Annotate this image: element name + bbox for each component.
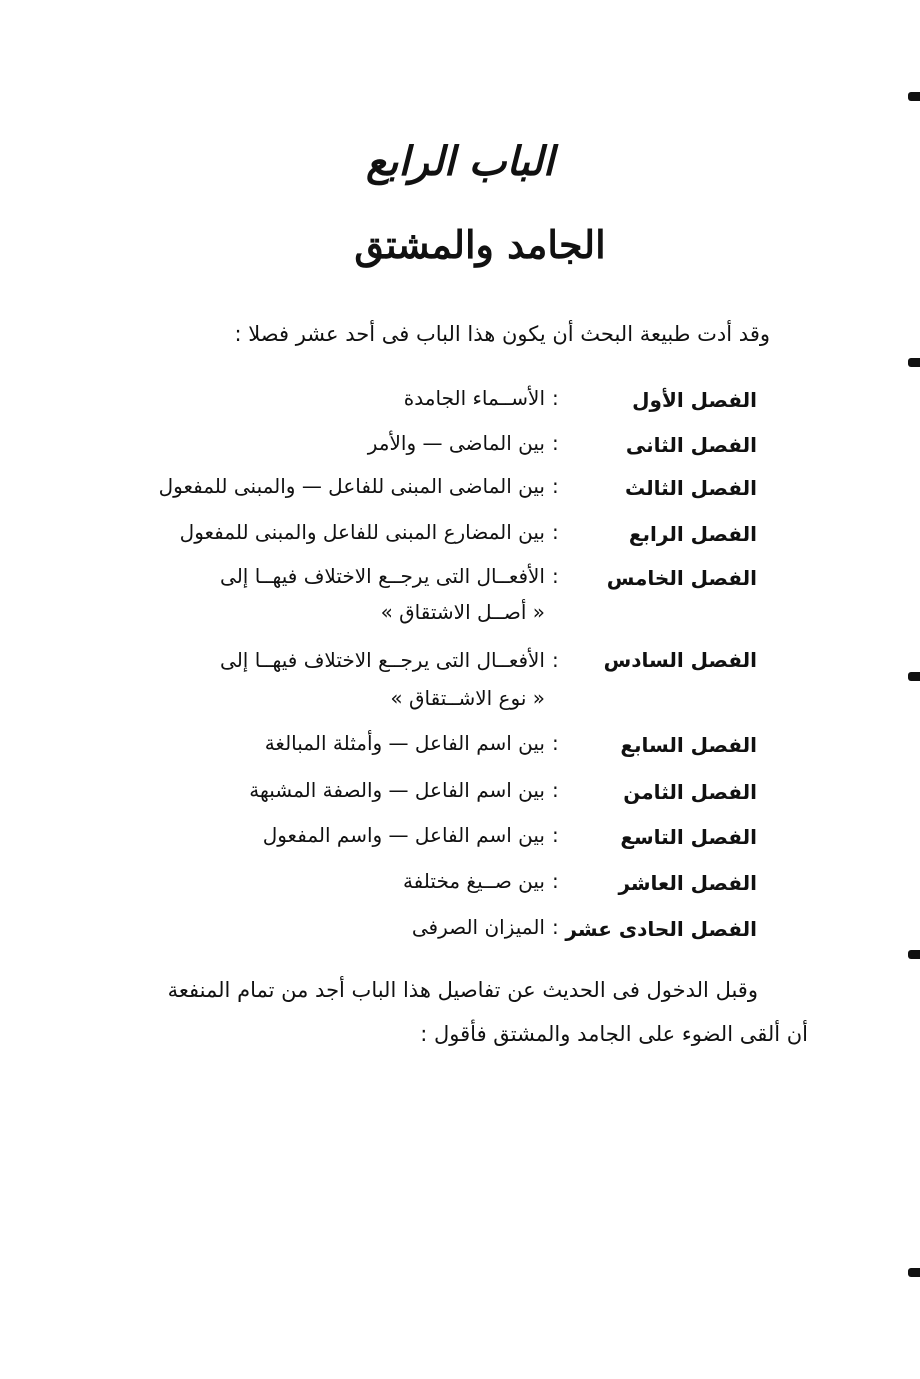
chapter-colon: :	[552, 778, 559, 802]
chapter-colon: :	[552, 520, 559, 544]
chapter-description: الأفعــال التى يرجــع الاختلاف فيهــا إلى	[220, 648, 545, 672]
chapter-label: الفصل الثانى	[625, 433, 757, 457]
chapter-colon: :	[552, 474, 559, 498]
chapter-description: بين اسم الفاعل — وأمثلة المبالغة	[264, 731, 545, 755]
chapter-label: الفصل الخامس	[606, 566, 757, 590]
chapter-description-continued: « نوع الاشــتقاق »	[390, 686, 545, 710]
chapter-label: الفصل الأول	[632, 388, 757, 412]
chapter-description: بين اسم الفاعل — واسم المفعول	[262, 823, 545, 847]
chapter-description: الأســماء الجامدة	[403, 386, 545, 410]
chapter-description: بين الماضى — والأمر	[367, 431, 545, 455]
chapter-label: الفصل التاسع	[620, 825, 757, 849]
chapter-description: بين الماضى المبنى للفاعل — والمبنى للمفعول	[158, 474, 545, 498]
chapter-colon: :	[552, 915, 559, 939]
chapter-colon: :	[552, 431, 559, 455]
part-title: الباب الرابع	[365, 138, 555, 185]
chapter-label: الفصل السابع	[620, 733, 757, 757]
chapter-description: الأفعــال التى يرجــع الاختلاف فيهــا إلى	[220, 564, 545, 588]
chapter-colon: :	[552, 648, 559, 672]
chapter-description: بين اسم الفاعل — والصفة المشبهة	[249, 778, 545, 802]
chapter-label: الفصل العاشر	[618, 871, 757, 895]
chapter-colon: :	[552, 869, 559, 893]
closing-paragraph-line-2: أن ألقى الضوء على الجامد والمشتق فأقول :	[420, 1022, 808, 1046]
chapter-description: بين المضارع المبنى للفاعل والمبنى للمفعول	[179, 520, 545, 544]
closing-paragraph-line-1: وقبل الدخول فى الحديث عن تفاصيل هذا الباب أجد من تمام المنفعة	[167, 978, 758, 1002]
intro-paragraph: وقد أدت طبيعة البحث أن يكون هذا الباب فى أحد عشر فصلا :	[234, 322, 770, 346]
chapter-description: بين صــيغ مختلفة	[402, 869, 545, 893]
chapter-colon: :	[552, 564, 559, 588]
main-title: الجامد والمشتق	[354, 222, 606, 267]
chapter-colon: :	[552, 386, 559, 410]
chapter-colon: :	[552, 731, 559, 755]
chapter-colon: :	[552, 823, 559, 847]
chapter-label: الفصل الثالث	[624, 476, 757, 500]
chapter-label: الفصل الحادى عشر	[565, 917, 757, 941]
chapter-label: الفصل الرابع	[628, 522, 757, 546]
chapter-label: الفصل الثامن	[623, 780, 757, 804]
chapter-description-continued: « أصــل الاشتقاق »	[380, 600, 545, 624]
chapter-description: الميزان الصرفى	[411, 915, 545, 939]
chapter-label: الفصل السادس	[603, 648, 757, 672]
